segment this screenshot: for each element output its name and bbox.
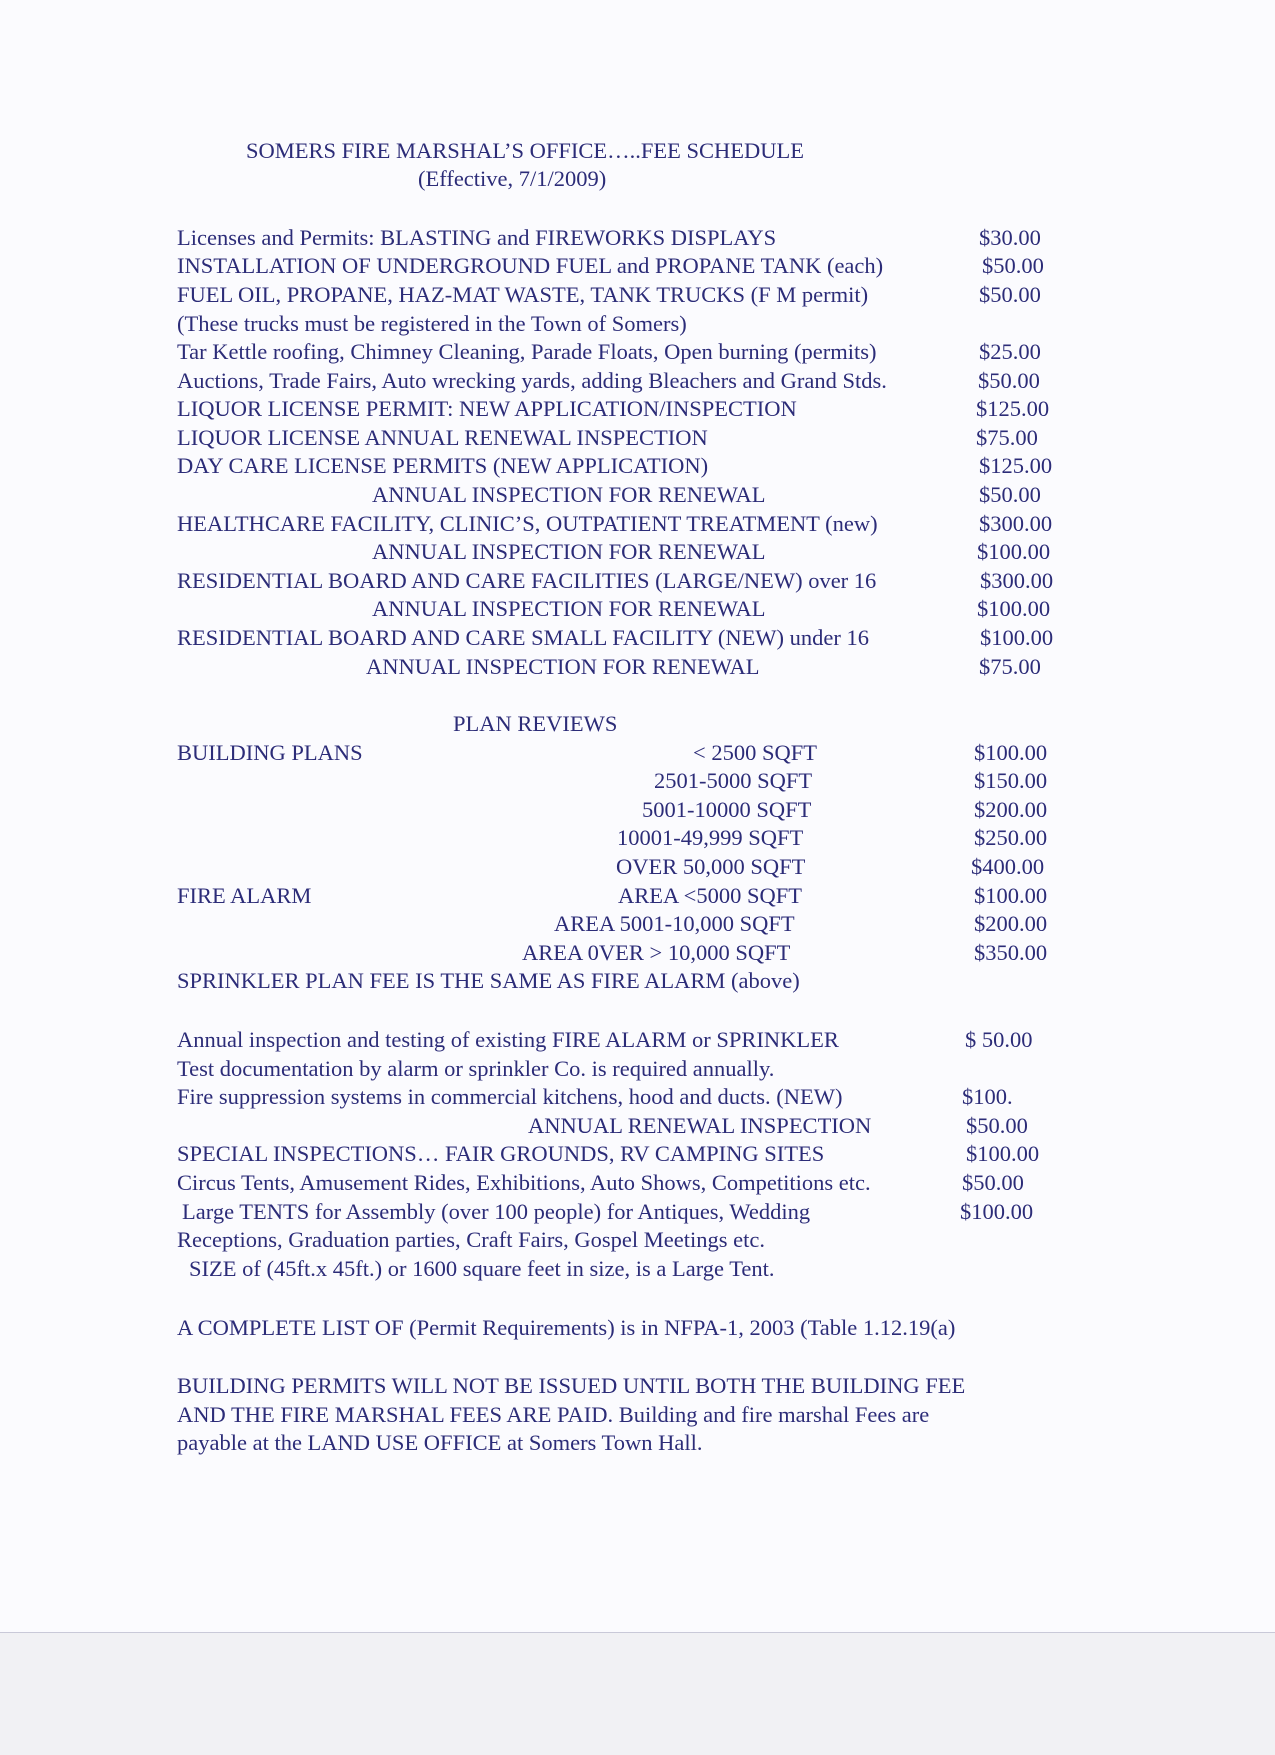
- plan-size: OVER 50,000 SQFT: [616, 854, 806, 879]
- scanner-bed: [0, 1633, 1275, 1755]
- alarm-size: AREA <5000 SQFT: [618, 883, 802, 908]
- alarm-amount: $200.00: [974, 911, 1048, 936]
- fee-label: Tar Kettle roofing, Chimney Cleaning, Parade Floats, Open burning (permits): [177, 339, 877, 364]
- fee-label: LIQUOR LICENSE ANNUAL RENEWAL INSPECTION: [177, 425, 708, 450]
- inspection-label: SPECIAL INSPECTIONS… FAIR GROUNDS, RV CAMPING SITES: [177, 1141, 825, 1166]
- plan-size: 10001-49,999 SQFT: [617, 825, 804, 850]
- footer-line: BUILDING PERMITS WILL NOT BE ISSUED UNTIL BOTH THE BUILDING FEE: [177, 1373, 966, 1398]
- alarm-size: AREA 0VER > 10,000 SQFT: [522, 940, 791, 965]
- effective-date: (Effective, 7/1/2009): [418, 166, 607, 191]
- inspection-amount: $100.00: [960, 1199, 1034, 1224]
- fee-amount: $300.00: [979, 511, 1053, 536]
- plan-amount: $150.00: [974, 768, 1048, 793]
- complete-list-note: A COMPLETE LIST OF (Permit Requirements) is in NFPA-1, 2003 (Table 1.12.19(a): [177, 1315, 956, 1340]
- building-plans-label: BUILDING PLANS: [177, 740, 363, 765]
- fee-label: RESIDENTIAL BOARD AND CARE SMALL FACILITY (NEW) under 16: [177, 625, 870, 650]
- fee-label: INSTALLATION OF UNDERGROUND FUEL and PROPANE TANK (each): [177, 253, 884, 278]
- fee-label: DAY CARE LICENSE PERMITS (NEW APPLICATION): [177, 453, 709, 478]
- plan-amount: $250.00: [974, 825, 1048, 850]
- fire-alarm-label: FIRE ALARM: [177, 883, 312, 908]
- fee-amount: $50.00: [978, 368, 1040, 393]
- footer-line: AND THE FIRE MARSHAL FEES ARE PAID. Building and fire marshal Fees are: [177, 1402, 930, 1427]
- fee-amount: $300.00: [980, 568, 1054, 593]
- plan-size: < 2500 SQFT: [693, 740, 817, 765]
- fee-amount: $100.00: [977, 596, 1051, 621]
- inspection-label: Fire suppression systems in commercial kitchens, hood and ducts. (NEW): [177, 1084, 843, 1109]
- inspection-amount: $ 50.00: [965, 1027, 1033, 1052]
- fee-label: RESIDENTIAL BOARD AND CARE FACILITIES (LARGE/NEW) over 16: [177, 568, 877, 593]
- plan-size: 5001-10000 SQFT: [642, 797, 812, 822]
- inspection-label: Circus Tents, Amusement Rides, Exhibitions, Auto Shows, Competitions etc.: [177, 1170, 871, 1195]
- fee-label: Auctions, Trade Fairs, Auto wrecking yards, adding Bleachers and Grand Stds.: [177, 368, 887, 393]
- inspection-amount: $50.00: [966, 1113, 1028, 1138]
- plan-amount: $100.00: [974, 740, 1048, 765]
- inspection-amount: $100.00: [966, 1141, 1040, 1166]
- inspection-label: ANNUAL RENEWAL INSPECTION: [528, 1113, 872, 1138]
- inspection-label: Large TENTS for Assembly (over 100 people) for Antiques, Wedding: [182, 1199, 811, 1224]
- fee-label: ANNUAL INSPECTION FOR RENEWAL: [372, 482, 766, 507]
- fee-amount: $100.00: [980, 625, 1054, 650]
- plan-reviews-heading: PLAN REVIEWS: [453, 711, 618, 736]
- plan-amount: $200.00: [974, 797, 1048, 822]
- fee-label: LIQUOR LICENSE PERMIT: NEW APPLICATION/INSPECTION: [177, 396, 797, 421]
- fee-amount: $125.00: [979, 453, 1053, 478]
- document-title: SOMERS FIRE MARSHAL’S OFFICE…..FEE SCHEDULE: [246, 138, 805, 163]
- fee-amount: $75.00: [976, 425, 1038, 450]
- inspection-label: Annual inspection and testing of existing FIRE ALARM or SPRINKLER: [177, 1027, 839, 1052]
- fee-amount: $75.00: [979, 654, 1041, 679]
- footer-line: payable at the LAND USE OFFICE at Somers Town Hall.: [177, 1430, 703, 1455]
- inspection-note: Receptions, Graduation parties, Craft Fairs, Gospel Meetings etc.: [177, 1227, 765, 1252]
- fee-label: HEALTHCARE FACILITY, CLINIC’S, OUTPATIENT TREATMENT (new): [177, 511, 878, 536]
- inspection-amount: $100.: [962, 1084, 1013, 1109]
- fee-label: ANNUAL INSPECTION FOR RENEWAL: [372, 596, 766, 621]
- fee-label: Licenses and Permits: BLASTING and FIREWORKS DISPLAYS: [177, 225, 777, 250]
- fee-amount: $30.00: [979, 225, 1041, 250]
- alarm-amount: $350.00: [974, 940, 1048, 965]
- inspection-amount: $50.00: [962, 1170, 1024, 1195]
- inspection-note: SIZE of (45ft.x 45ft.) or 1600 square feet in size, is a Large Tent.: [189, 1256, 775, 1281]
- plan-size: 2501-5000 SQFT: [654, 768, 813, 793]
- fee-amount: $25.00: [979, 339, 1041, 364]
- fee-note: (These trucks must be registered in the Town of Somers): [177, 311, 687, 336]
- alarm-size: AREA 5001-10,000 SQFT: [554, 911, 795, 936]
- fee-label: ANNUAL INSPECTION FOR RENEWAL: [372, 539, 766, 564]
- fee-amount: $125.00: [976, 396, 1050, 421]
- inspection-note: Test documentation by alarm or sprinkler Co. is required annually.: [177, 1056, 775, 1081]
- fee-amount: $50.00: [979, 282, 1041, 307]
- plan-amount: $400.00: [971, 854, 1045, 879]
- fee-label: ANNUAL INSPECTION FOR RENEWAL: [366, 654, 760, 679]
- fee-amount: $50.00: [982, 253, 1044, 278]
- sprinkler-note: SPRINKLER PLAN FEE IS THE SAME AS FIRE ALARM (above): [177, 968, 800, 993]
- fee-label: FUEL OIL, PROPANE, HAZ-MAT WASTE, TANK TRUCKS (F M permit): [177, 282, 869, 307]
- fee-amount: $50.00: [979, 482, 1041, 507]
- alarm-amount: $100.00: [974, 883, 1048, 908]
- fee-amount: $100.00: [977, 539, 1051, 564]
